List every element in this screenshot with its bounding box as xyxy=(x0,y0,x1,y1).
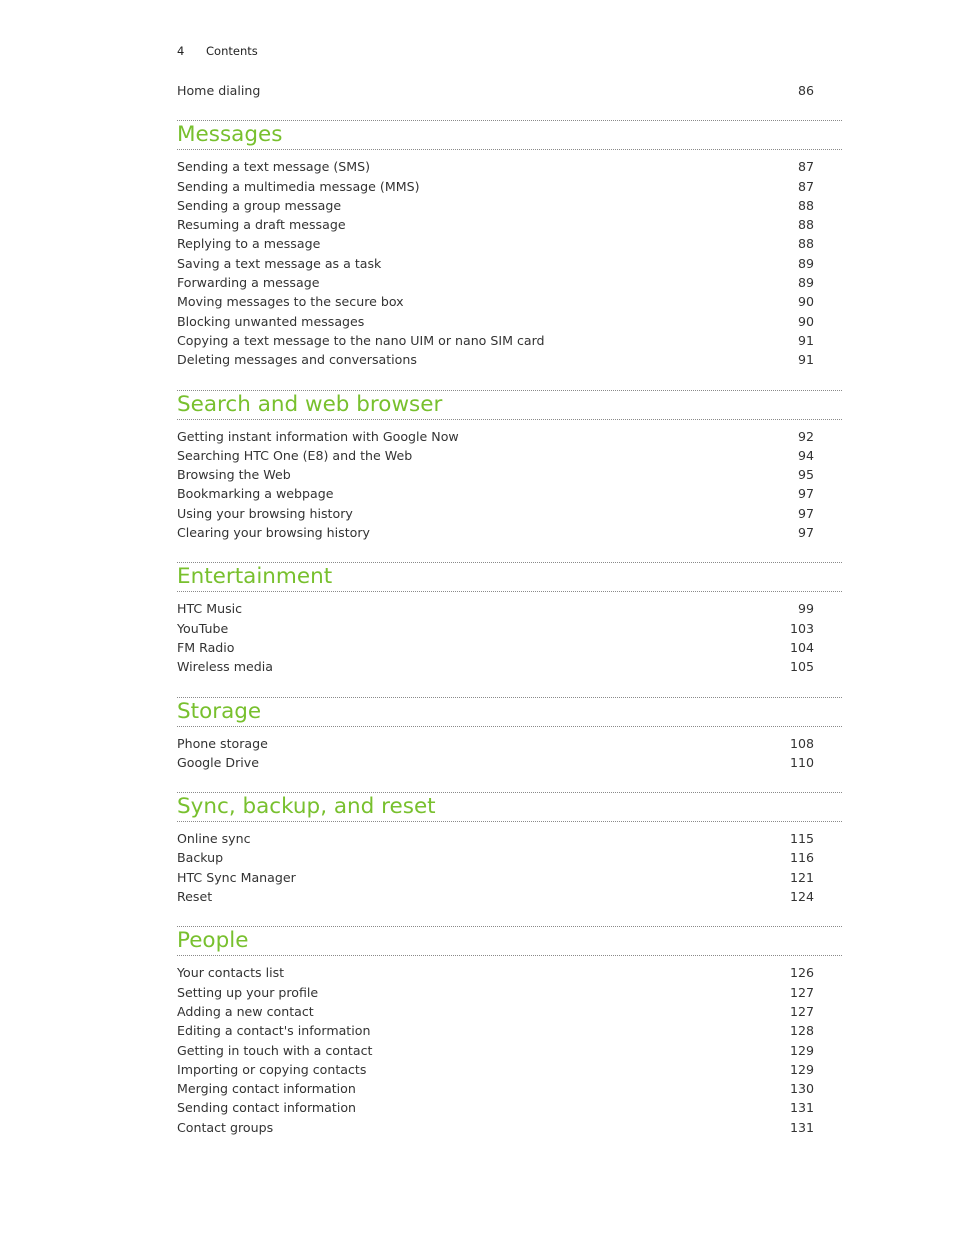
toc-entry-title: Sending a group message xyxy=(177,197,342,213)
page-number: 4 xyxy=(177,44,185,58)
toc-entry-page: 90 xyxy=(797,313,814,329)
toc-entry[interactable] xyxy=(177,465,842,484)
toc-entry[interactable] xyxy=(177,1041,842,1060)
toc-entry-page: 94 xyxy=(797,447,814,463)
toc-entry[interactable] xyxy=(177,427,842,446)
toc-entry-page: 99 xyxy=(797,601,814,617)
section-header xyxy=(177,562,842,592)
toc-entry-title: Importing or copying contacts xyxy=(177,1061,367,1077)
toc-entry-title: Browsing the Web xyxy=(177,467,291,483)
toc-entry-title: Getting in touch with a contact xyxy=(177,1042,373,1058)
toc-entry-page: 88 xyxy=(797,236,814,252)
toc-entry-page: 88 xyxy=(797,217,814,233)
toc-entry[interactable] xyxy=(177,599,842,618)
toc-section xyxy=(177,562,842,676)
toc-entry-title: Contact groups xyxy=(177,1119,274,1135)
toc-entry-title: Copying a text message to the nano UIM or nano SIM card xyxy=(177,332,545,348)
header-title: Contents xyxy=(206,44,258,58)
toc-entry-title: Sending contact information xyxy=(177,1100,357,1116)
toc-entry[interactable] xyxy=(177,177,842,196)
toc-section xyxy=(177,792,842,906)
toc-entry-title: Using your browsing history xyxy=(177,505,353,521)
toc-entry-title: FM Radio xyxy=(177,639,235,655)
toc-entry-title: Resuming a draft message xyxy=(177,217,346,233)
toc-entry-title: Sending a multimedia message (MMS) xyxy=(177,178,420,194)
toc-entry[interactable] xyxy=(177,734,842,753)
toc-entry[interactable] xyxy=(177,446,842,465)
toc-entry-page: 121 xyxy=(789,869,814,885)
toc-entry[interactable] xyxy=(177,234,842,253)
toc-entry-title: Reset xyxy=(177,889,213,905)
toc-entry-page: 97 xyxy=(797,486,814,502)
toc-entry-page: 89 xyxy=(797,275,814,291)
toc-entry-page: 108 xyxy=(789,735,814,751)
section-title[interactable]: Entertainment xyxy=(177,564,333,590)
toc-entry-title: Home dialing xyxy=(177,83,261,98)
toc-entry-page: 127 xyxy=(789,1003,814,1019)
toc-entry-page: 89 xyxy=(797,255,814,271)
section-title[interactable]: Storage xyxy=(177,698,262,724)
toc-entry[interactable] xyxy=(177,523,842,542)
toc-entry[interactable] xyxy=(177,1060,842,1079)
toc-entry-page: 95 xyxy=(797,467,814,483)
toc-entry-page: 129 xyxy=(789,1061,814,1077)
toc-entry-page: 105 xyxy=(789,659,814,675)
toc-entry[interactable] xyxy=(177,331,842,350)
toc-section xyxy=(177,120,842,369)
toc-entry-title: Blocking unwanted messages xyxy=(177,313,365,329)
toc-entry-page: 91 xyxy=(797,332,814,348)
table-of-contents xyxy=(177,81,842,1157)
toc-entry[interactable] xyxy=(177,1079,842,1098)
toc-entry[interactable] xyxy=(177,157,842,176)
toc-entry[interactable] xyxy=(177,504,842,523)
toc-entry[interactable] xyxy=(177,273,842,292)
toc-entry[interactable] xyxy=(177,657,842,676)
toc-entry[interactable] xyxy=(177,312,842,331)
toc-entry[interactable] xyxy=(177,215,842,234)
toc-entry-title: Replying to a message xyxy=(177,236,321,252)
toc-entry-title: Saving a text message as a task xyxy=(177,255,382,271)
section-title[interactable]: Messages xyxy=(177,122,283,148)
toc-entry-page: 91 xyxy=(797,352,814,368)
toc-entry-title: Online sync xyxy=(177,831,251,847)
toc-entry-title: Wireless media xyxy=(177,659,273,675)
toc-entry[interactable] xyxy=(177,81,842,100)
toc-entry-title: Phone storage xyxy=(177,735,268,751)
toc-entry-title: Forwarding a message xyxy=(177,275,320,291)
toc-entry[interactable] xyxy=(177,983,842,1002)
toc-entry[interactable] xyxy=(177,350,842,369)
toc-entry-title: Moving messages to the secure box xyxy=(177,294,404,310)
toc-entry[interactable] xyxy=(177,868,842,887)
toc-entry[interactable] xyxy=(177,484,842,503)
toc-entry[interactable] xyxy=(177,753,842,772)
toc-entry-title: Searching HTC One (E8) and the Web xyxy=(177,447,413,463)
toc-entry-page: 127 xyxy=(789,984,814,1000)
section-header xyxy=(177,120,842,150)
toc-entry[interactable] xyxy=(177,638,842,657)
toc-entry-page: 92 xyxy=(797,428,814,444)
toc-entry-page: 115 xyxy=(789,831,814,847)
toc-entry-page: 87 xyxy=(797,178,814,194)
toc-entry-page: 88 xyxy=(797,197,814,213)
section-header xyxy=(177,390,842,420)
toc-section xyxy=(177,697,842,773)
toc-entry-page: 87 xyxy=(797,159,814,175)
toc-entry-title: Bookmarking a webpage xyxy=(177,486,334,502)
toc-entry-title: Deleting messages and conversations xyxy=(177,352,417,368)
toc-entry-title: Google Drive xyxy=(177,754,259,770)
toc-entry-title: Backup xyxy=(177,850,224,866)
toc-entry-title: Adding a new contact xyxy=(177,1003,314,1019)
toc-entry[interactable] xyxy=(177,1118,842,1137)
section-title[interactable]: Search and web browser xyxy=(177,391,443,417)
toc-entry[interactable] xyxy=(177,254,842,273)
toc-entry-page: 126 xyxy=(789,965,814,981)
toc-entry-page: 110 xyxy=(789,754,814,770)
toc-entry-page: 90 xyxy=(797,294,814,310)
toc-entry[interactable] xyxy=(177,887,842,906)
toc-entry-page: 97 xyxy=(797,505,814,521)
toc-entry-title: Setting up your profile xyxy=(177,984,319,1000)
toc-entry[interactable] xyxy=(177,963,842,982)
toc-entry[interactable] xyxy=(177,1002,842,1021)
toc-section xyxy=(177,926,842,1137)
toc-entry-title: YouTube xyxy=(177,620,229,636)
toc-entry-title: Editing a contact's information xyxy=(177,1023,371,1039)
toc-entry-title: HTC Music xyxy=(177,601,243,617)
toc-entry[interactable] xyxy=(177,1098,842,1117)
section-header xyxy=(177,792,842,822)
toc-entry-title: Sending a text message (SMS) xyxy=(177,159,371,175)
page-header xyxy=(177,44,258,58)
section-title[interactable]: People xyxy=(177,928,249,954)
toc-entry-page: 97 xyxy=(797,525,814,541)
toc-entry[interactable] xyxy=(177,829,842,848)
toc-section xyxy=(177,390,842,543)
toc-entry[interactable] xyxy=(177,1021,842,1040)
toc-entry-title: Clearing your browsing history xyxy=(177,525,370,541)
toc-entry-title: HTC Sync Manager xyxy=(177,869,296,885)
toc-entry[interactable] xyxy=(177,848,842,867)
toc-entry-page: 128 xyxy=(789,1023,814,1039)
toc-entry-page: 116 xyxy=(789,850,814,866)
toc-entry-page: 129 xyxy=(789,1042,814,1058)
section-header xyxy=(177,697,842,727)
toc-entry-page: 131 xyxy=(789,1100,814,1116)
toc-entry-page: 124 xyxy=(789,889,814,905)
toc-entry[interactable] xyxy=(177,619,842,638)
toc-entry-title: Merging contact information xyxy=(177,1081,356,1097)
toc-entry-title: Your contacts list xyxy=(177,965,285,981)
intro-entries xyxy=(177,81,842,100)
toc-entry-page: 86 xyxy=(797,83,814,98)
section-header xyxy=(177,926,842,956)
toc-entry[interactable] xyxy=(177,196,842,215)
toc-entry[interactable] xyxy=(177,292,842,311)
toc-entry-page: 131 xyxy=(789,1119,814,1135)
toc-entry-page: 130 xyxy=(789,1081,814,1097)
toc-entry-title: Getting instant information with Google Now xyxy=(177,428,459,444)
section-title[interactable]: Sync, backup, and reset xyxy=(177,794,436,820)
toc-entry-page: 104 xyxy=(789,639,814,655)
toc-entry-page: 103 xyxy=(789,620,814,636)
